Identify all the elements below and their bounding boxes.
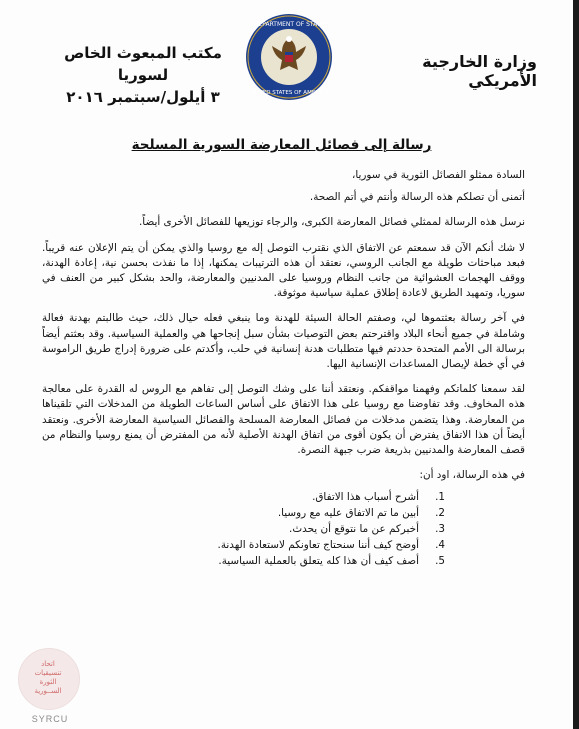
greeting: أتمنى أن تصلكم هذه الرسالة وأنتم في أتم الصحة. — [309, 191, 525, 204]
letter-body — [42, 168, 525, 570]
list-text: أصف كيف أن هذا كله يتعلق بالعملية السياسية. — [218, 555, 419, 568]
list-text: أخبركم عن ما نتوقع أن يحدث. — [289, 523, 419, 536]
paragraph: لقد سمعنا كلماتكم وفهمنا مواقفكم. ونعتقد أننا على وشك التوصل إلى تفاهم مع الروس له القدرة على معالجة هذه المخاوف. وقد تفاوضنا مع روسيا على هذا الاتفاق على أساس الساعات الطويلة من المدخلات التي تلقيناها من المعارضة. وهذا يتضمن مدخلات من فصائل المعارضة المسلحة والفصائل السياسية المعارضة الأخرى. ونعتقد أيضاً أن هذا الاتفاق يفترض أن يكون أقوى من اتفاق الهدنة الأصلية لأنه من المفترض أن يمنع روسيا والنظام من قصف المعارضة والمدنيين بذريعة ضرب جبهة النصرة. — [42, 383, 525, 457]
office-name: مكتب المبعوث الخاص لسوريا — [64, 44, 222, 84]
paragraph: لا شك أنكم الآن قد سمعتم عن الاتفاق الذي نقترب التوصل إله مع روسيا والذي يمكن أن يتم الإعلان عنه قريباً. فبعد مباحثات طويلة مع الجانب الروسي، نعتقد أن هذه الترتيبات يمكنها، إذا ما نفذت بحسن نية، إعادة الهدنة، ووقف الهجمات العشوائية من جانب النظام وروسيا على المدنيين والمعارضة، والحد بشكل كبير من العنف في سوريا، وتمهيد الطريق لاعادة إطلاق عملية سياسية موثوقة. — [42, 241, 525, 300]
watermark-text: اتحاد تنسيقيات الثورة الســورية — [34, 660, 62, 695]
list-number: 3. — [435, 523, 445, 536]
list-item — [42, 554, 445, 569]
list-text: أبين ما تم الاتفاق عليه مع روسيا. — [277, 507, 419, 520]
list-number: 1. — [435, 491, 445, 504]
list-text: أشرح أسباب هذا الاتفاق. — [312, 491, 419, 504]
paragraph: نرسل هذه الرسالة لممثلي فصائل المعارضة الكبرى، والرجاء توزيعها للفصائل الأخرى أيضاً. — [139, 216, 525, 229]
seal-text-top: DEPARTMENT OF STATE — [253, 21, 325, 28]
list-item — [42, 538, 445, 553]
list-number: 4. — [435, 539, 445, 552]
purpose-list — [42, 490, 525, 569]
salutation: السادة ممثلو الفصائل الثورية في سوريا، — [351, 169, 525, 181]
office-heading — [38, 42, 248, 108]
list-intro: في هذه الرسالة، اود أن: — [419, 469, 525, 482]
ministry-heading: وزارة الخارجية الأمريكي — [422, 52, 537, 90]
department-of-state-seal — [244, 12, 334, 102]
letter-date: ٣ أيلول/سبتمبر ٢٠١٦ — [66, 88, 220, 106]
list-item — [42, 506, 445, 521]
letter-title: رسالة إلى فصائل المعارضة السورية المسلحة — [131, 137, 432, 153]
list-text: أوضح كيف أننا سنحتاج تعاونكم لاستعادة الهدنة. — [217, 539, 419, 552]
watermark-caption: SYRCU — [31, 714, 69, 724]
list-item — [42, 490, 445, 505]
list-number: 2. — [435, 507, 445, 520]
paragraph: في آخر رسالة بعثتموها لي، وصفتم الحالة السيئة للهدنة وما ينبغي فعله حيال ذلك، حيث طالبتم بهدنة فعالة وشاملة في جميع أنحاء البلاد واقترحتم بعض التوصيات بشأن سبل إنجاحها هي والعملية السياسية. وقد بعثتم أيضاً برسالة الى الأمم المتحدة حددتم فيها متطلبات هدنة إنسانية في حلب، وأكدتم على ضرورة إدراج طريق الراموسة في أي خطة لإيصال المساعدات الإنسانية اليها. — [42, 312, 525, 371]
seal-text-bottom: UNITED STATES OF AMERICA — [249, 90, 329, 96]
list-item — [42, 522, 445, 537]
syrcu-watermark-logo — [10, 646, 90, 726]
list-number: 5. — [435, 555, 445, 568]
